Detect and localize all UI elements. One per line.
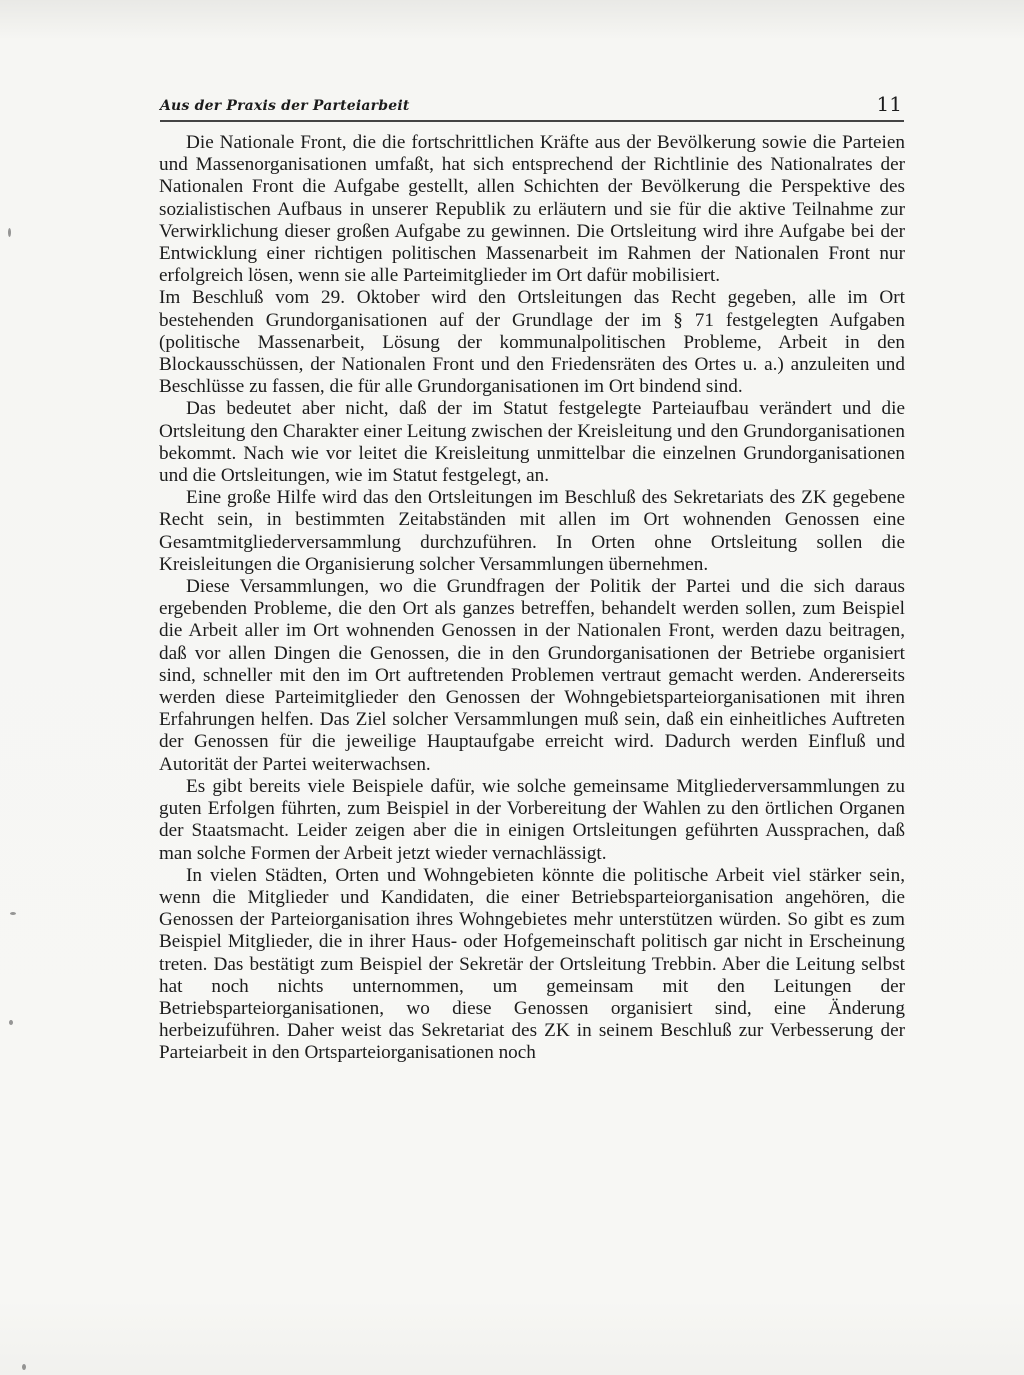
- page-number: 11: [876, 92, 902, 116]
- header-title: Aus der Praxis der Parteiarbeit: [160, 98, 410, 114]
- scan-speck: [10, 912, 16, 915]
- running-header: [160, 80, 904, 122]
- body-text: [159, 132, 905, 1065]
- paragraph-7: In vielen Städten, Orten und Wohngebieten könnte die politische Arbeit viel stärker sein, wenn die Mitglieder und Kandidaten, die einer Betriebsparteiorganisation angehören, die Genossen der Parteiorganisation ihres Wohngebietes mehr unterstützen würden. So gibt es zum Beispiel Mitglieder, die in ihrer Haus- oder Hofgemeinschaft politisch gar nicht in Erscheinung treten. Das bestätigt zum Beispiel der Sekretär der Ortsleitung Trebbin. Aber die Leitung selbst hat noch nichts unternommen, um gemeinsam mit den Leitungen der Betriebsparteiorganisationen, wo diese Genossen organisiert sind, eine Änderung herbeizuführen. Daher weist das Sekretariat des ZK in seinem Beschluß zur Verbesserung der Parteiarbeit in den Ortsparteiorganisationen noch: [159, 864, 905, 1064]
- scan-speck: [8, 228, 11, 237]
- scan-speck: [22, 1364, 26, 1370]
- paragraph-6: Es gibt bereits viele Beispiele dafür, wie solche gemeinsame Mitgliederversammlungen zu guten Erfolgen führten, zum Beispiel in der Vorbereitung der Wahlen zu den örtlichen Organen der Staatsmacht. Leider zeigen aber die in einigen Ortsleitungen geführten Aussprachen, daß man solche Formen der Arbeit jetzt wieder vernachlässigt.: [159, 775, 905, 864]
- scan-speck: [9, 1020, 13, 1025]
- paragraph-2: Im Beschluß vom 29. Oktober wird den Ortsleitungen das Recht gegeben, alle im Ort bestehenden Grundorganisationen auf der Grundlage der im § 71 festgelegten Aufgaben (politische Massenarbeit, Lösung der kommunalpolitischen Probleme, Arbeit in den Blockausschüssen, der Nationalen Front und den Friedensräten des Ortes u. a.) anzuleiten und Beschlüsse zu fassen, die für alle Grundorganisationen im Ort bindend sind.: [159, 287, 905, 398]
- paragraph-1: Die Nationale Front, die die fortschrittlichen Kräfte aus der Bevölkerung sowie die Parteien und Massenorganisationen umfaßt, hat sich entsprechend der Richtlinie des Nationalrates der Nationalen Front die Aufgabe gestellt, allen Schichten der Bevölkerung die Perspektive des sozialistischen Aufbaus in unserer Republik zu erläutern und sie für die aktive Teilnahme zur Verwirklichung dieser großen Aufgabe zu gewinnen. Die Ortsleitung wird ihre Aufgabe bei der Entwicklung einer richtigen politischen Massenarbeit im Rahmen der Nationalen Front nur erfolgreich lösen, wenn sie alle Parteimitglieder im Ort dafür mobilisiert.: [159, 132, 905, 287]
- paragraph-4: Eine große Hilfe wird das den Ortsleitungen im Beschluß des Sekretariats des ZK gegebene Recht sein, in bestimmten Zeitabständen mit allen im Ort wohnenden Genossen eine Gesamtmitgliederversammlung durchzuführen. In Orten ohne Ortsleitung sollen die Kreisleitungen die Organisierung solcher Versammlungen übernehmen.: [159, 487, 905, 575]
- paragraph-3: Das bedeutet aber nicht, daß der im Statut festgelegte Parteiaufbau verändert und die Ortsleitung den Charakter einer Leitung zwischen der Kreisleitung und den Grundorganisationen bekommt. Nach wie vor leitet die Kreisleitung unmittelbar die einzelnen Grundorganisationen und die Ortsleitungen, wie im Statut festgelegt, an.: [159, 398, 905, 487]
- paragraph-5: Diese Versammlungen, wo die Grundfragen der Politik der Partei und die sich daraus ergebenden Probleme, die den Ort als ganzes betreffen, behandelt werden sollen, zum Beispiel die Arbeit aller im Ort wohnenden Genossen in der Nationalen Front, werden dazu beitragen, daß vor allen Dingen die Genossen, die in den Grundorganisationen der Betriebe organisiert sind, schneller mit den im Ort auftretenden Problemen vertraut gemacht werden. Andererseits werden diese Parteimitglieder den Genossen der Wohngebietsparteiorganisationen mit ihren Erfahrungen helfen. Das Ziel solcher Versammlungen muß sein, daß ein einheitliches Auftreten der Genossen für die jeweilige Hauptaufgabe erreicht wird. Dadurch werden Einfluß und Autorität der Partei weiterwachsen.: [159, 576, 905, 775]
